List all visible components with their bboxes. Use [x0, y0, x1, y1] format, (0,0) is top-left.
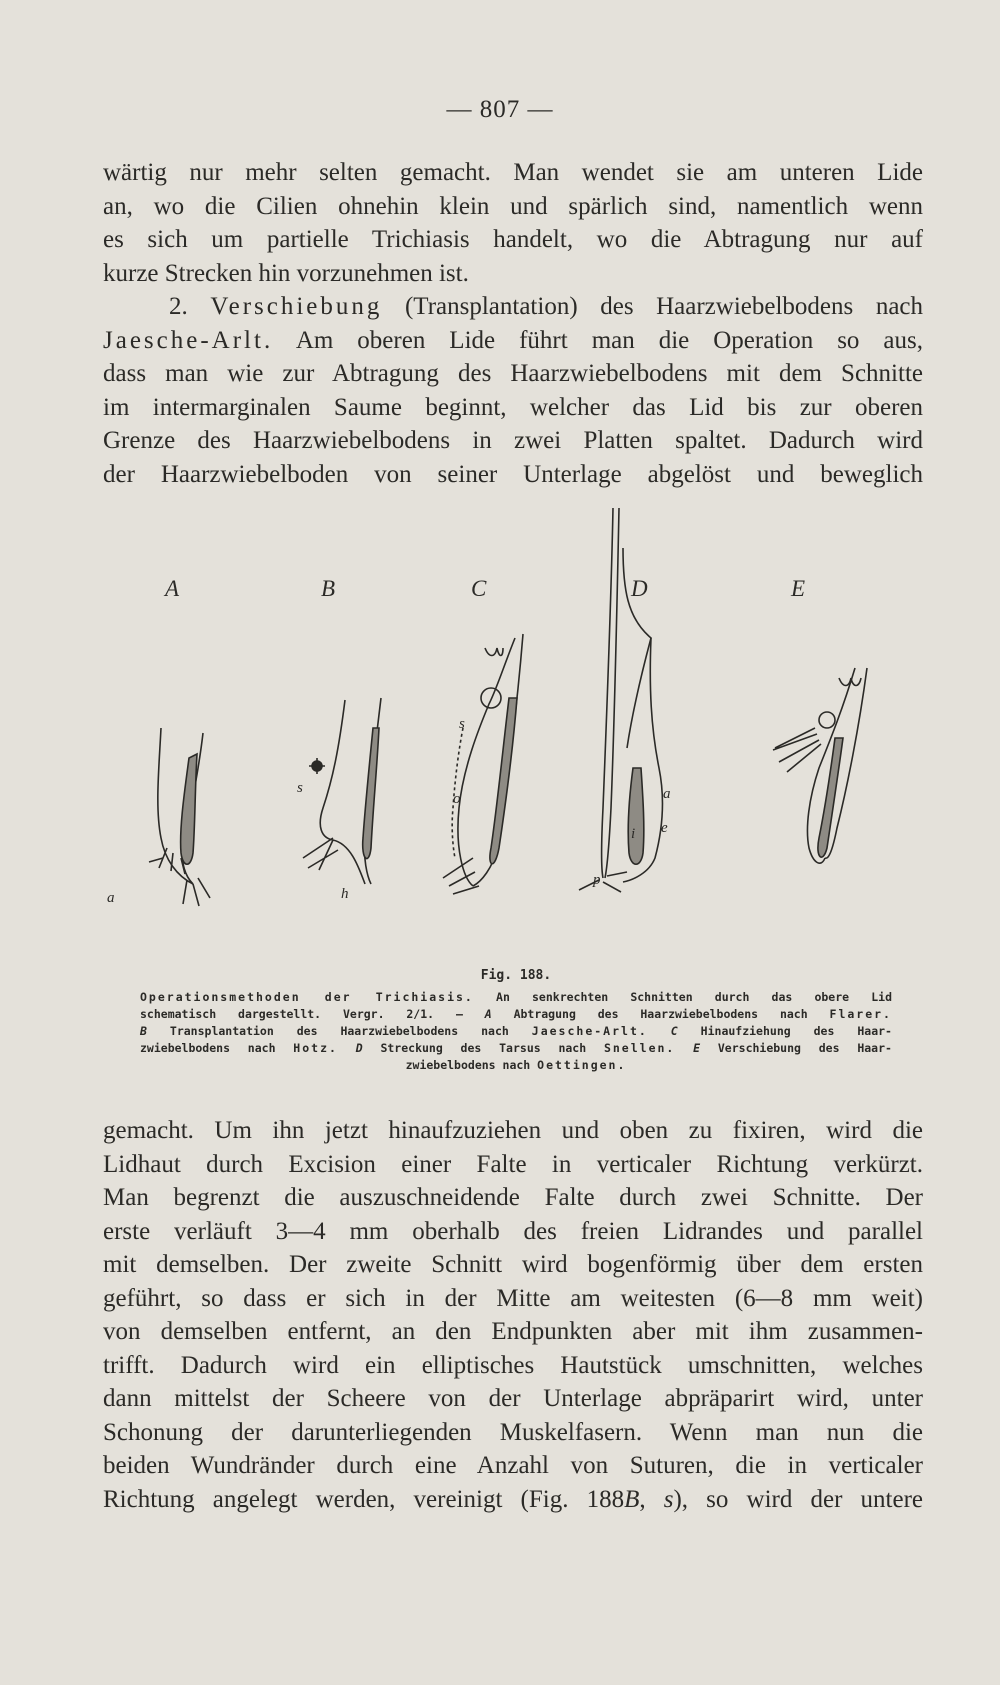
label-s-panel-c: s	[459, 716, 465, 732]
text-line: dass man wie zur Abtragung des Haarzwiebelbodens mit dem Schnitte	[103, 360, 923, 387]
panel-label-b: B	[321, 576, 336, 601]
text-line: erste verläuft 3—4 mm oberhalb des freien Lidrandes und parallel	[103, 1217, 923, 1245]
text-line: beiden Wundränder durch eine Anzahl von Suturen, die in verticaler	[103, 1452, 923, 1479]
panel-label-a: A	[165, 576, 180, 601]
label-h-panel-b: h	[341, 886, 349, 902]
text-line: Richtung angelegt werden, vereinigt (Fig. 188B, s), so wird der untere	[103, 1485, 924, 1513]
panel-c-drawing	[443, 634, 523, 894]
text-line: wärtig nur mehr selten gemacht. Man wendet sie am unteren Lide	[103, 159, 923, 186]
panel-a-drawing	[149, 728, 210, 906]
panel-e-drawing	[773, 668, 867, 863]
text-line: dann mittelst der Scheere von der Unterlage abpräparirt wird, unter	[103, 1385, 923, 1412]
text-line	[103, 324, 923, 358]
text-line: geführt, so dass er sich in der Mitte am weitesten (6—8 mm weit)	[103, 1284, 923, 1312]
text-line: gemacht. Um ihn jetzt hinaufzuziehen und oben zu fixiren, wird die	[103, 1117, 923, 1144]
text-line: Schonung der darunterliegenden Muskelfasern. Wenn man nun die	[103, 1418, 923, 1446]
paragraph-2-first-line	[103, 290, 923, 324]
figure-reference: B	[624, 1485, 640, 1513]
text-line: trifft. Dadurch wird ein elliptisches Hautstück umschnitten, welches	[103, 1351, 923, 1379]
text-line: mit demselben. Der zweite Schnitt wird bogenförmig über dem ersten	[103, 1251, 923, 1278]
label-s-panel-b: s	[297, 780, 303, 796]
label-i-panel-d: i	[631, 826, 636, 842]
text-line: der Haarzwiebelboden von seiner Unterlage abgelöst und beweglich	[103, 460, 923, 488]
panel-d-drawing	[579, 508, 662, 892]
suture-reference: s	[663, 1485, 674, 1513]
text-line: Lidhaut durch Excision einer Falte in verticaler Richtung verkürzt.	[103, 1150, 923, 1178]
caption-line: schematisch dargestellt. Vergr. 2/1. — A Abtragung des Haarzwiebelbodens nach Flarer.	[140, 1007, 892, 1021]
text-line: von demselben entfernt, an den Endpunkten aber mit ihm zusammen-	[103, 1318, 923, 1345]
panel-label-e: E	[791, 576, 806, 601]
panel-label-d: D	[631, 576, 648, 601]
panel-b-drawing	[303, 698, 381, 884]
text-line: Grenze des Haarzwiebelbodens in zwei Platten spaltet. Dadurch wird	[103, 427, 923, 454]
author-name: Jaesche-Arlt.	[103, 326, 274, 354]
caption-line: B Transplantation des Haarzwiebelbodens nach Jaesche-Arlt. C Hinaufziehung des Haar-	[140, 1024, 892, 1038]
page-number: — 807 —	[446, 96, 554, 123]
text-block-bottom	[103, 1114, 923, 1516]
text-line: an, wo die Cilien ohnehin klein und spärlich sind, namentlich wenn	[103, 192, 923, 220]
figure-188	[103, 508, 923, 968]
text-line: es sich um partielle Trichiasis handelt, wo die Abtragung nur auf	[103, 226, 923, 253]
label-p-panel-d: p	[593, 872, 601, 888]
label-e-panel-d: e	[661, 820, 668, 836]
text-fragment: Am oberen Lide führt man die Operation so aus,	[295, 326, 923, 354]
caption-line: zwiebelbodens nach Oettingen.	[405, 1058, 627, 1072]
paragraph-number: 2.	[169, 293, 188, 320]
panel-label-c: C	[471, 576, 487, 601]
caption-line: zwiebelbodens nach Hotz. D Streckung des Tarsus nach Snellen. E Verschiebung des Haar-	[140, 1041, 892, 1055]
text-line: im intermarginalen Saume beginnt, welcher das Lid bis zur oberen	[103, 393, 923, 421]
caption-line: Operationsmethoden der Trichiasis. An senkrechten Schnitten durch das obere Lid	[140, 990, 892, 1004]
figure-number: Fig. 188.	[480, 968, 552, 983]
figure-caption	[140, 968, 892, 1074]
term-verschiebung: Verschiebung	[210, 293, 383, 320]
label-a-panel-d: a	[663, 786, 671, 802]
label-a-panel-a: a	[107, 890, 115, 906]
text-line: Man begrenzt die auszuschneidende Falte durch zwei Schnitte. Der	[103, 1184, 923, 1211]
text-line: kurze Strecken hin vorzunehmen ist.	[103, 259, 469, 287]
text-fragment: (Transplantation) des Haarzwiebelbodens nach	[404, 293, 924, 320]
text-block-top	[103, 156, 923, 491]
label-o-panel-c: o	[453, 791, 461, 807]
